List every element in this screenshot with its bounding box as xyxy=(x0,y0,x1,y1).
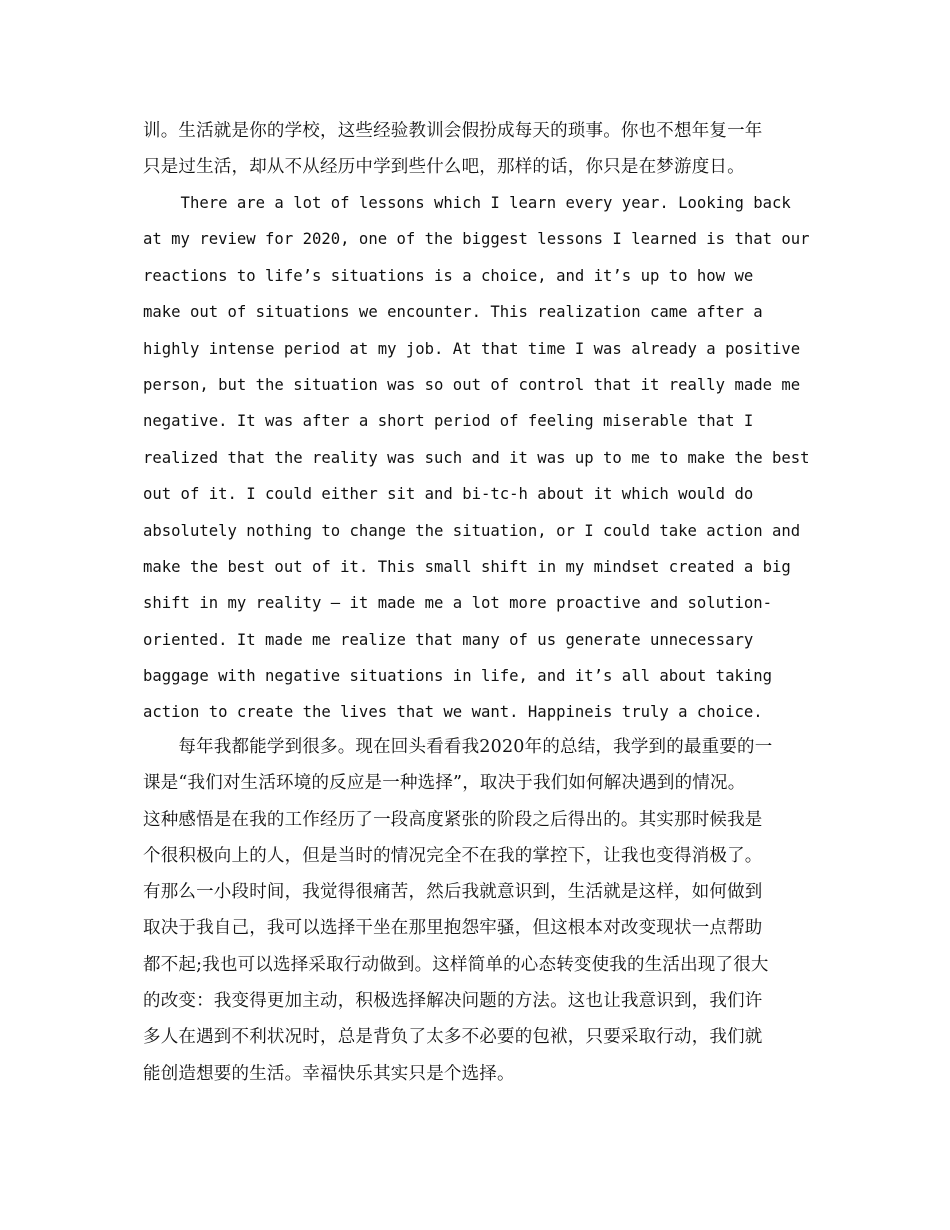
text-line: 有那么一小段时间，我觉得很痛苦，然后我就意识到，生活就是这样，如何做到 xyxy=(143,882,763,903)
text-line: 取决于我自己，我可以选择干坐在那里抱怨牢骚，但这根本对改变现状一点帮助 xyxy=(143,918,763,939)
text-line: 多人在遇到不利状况时，总是背负了太多不必要的包袱，只要采取行动，我们就 xyxy=(143,1027,763,1048)
text-line: out of it. I could either sit and bi-tc-h about it which would do xyxy=(143,485,754,504)
text-line: 都不起;我也可以选择采取行动做到。这样简单的心态转变使我的生活出现了很大 xyxy=(143,954,769,975)
text-line: highly intense period at my job. At that time I was already a positive xyxy=(143,339,801,358)
chinese-paragraph xyxy=(143,729,808,1092)
text-line: person, but the situation was so out of control that it really made me xyxy=(143,375,801,394)
text-line: action to create the lives that we want. Happineis truly a choice. xyxy=(143,703,763,722)
english-paragraph xyxy=(143,185,808,731)
text-line: 每年我都能学到很多。现在回头看看我2020年的总结，我学到的最重要的一 xyxy=(143,737,773,757)
text-line: 这种感悟是在我的工作经历了一段高度紧张的阶段之后得出的。其实那时候我是 xyxy=(143,809,763,830)
text-line: shift in my reality – it made me a lot more proactive and solution- xyxy=(143,594,773,613)
text-line: realized that the reality was such and it was up to me to make the best xyxy=(143,448,810,467)
text-line: 训。生活就是你的学校，这些经验教训会假扮成每天的琐事。你也不想年复一年 xyxy=(143,121,763,141)
text-line: There are a lot of lessons which I learn every year. Looking back xyxy=(143,194,791,212)
text-line: 能创造想要的生活。幸福快乐其实只是个选择。 xyxy=(143,1063,515,1084)
text-line: make the best out of it. This small shift in my mindset created a big xyxy=(143,557,791,576)
text-line: 只是过生活，却从不从经历中学到些什么吧，那样的话，你只是在梦游度日。 xyxy=(143,157,745,178)
text-line: make out of situations we encounter. This realization came after a xyxy=(143,303,763,322)
text-line: negative. It was after a short period of feeling miserable that I xyxy=(143,412,754,431)
text-line: 个很积极向上的人，但是当时的情况完全不在我的掌控下，让我也变得消极了。 xyxy=(143,845,763,866)
text-line: 的改变：我变得更加主动，积极选择解决问题的方法。这也让我意识到，我们许 xyxy=(143,991,763,1012)
text-line: baggage with negative situations in life, and it’s all about taking xyxy=(143,667,773,686)
text-line: reactions to life’s situations is a choice, and it’s up to how we xyxy=(143,266,754,285)
intro-chinese-paragraph xyxy=(143,113,808,186)
text-line: at my review for 2020, one of the biggest lessons I learned is that our xyxy=(143,230,810,249)
text-line: absolutely nothing to change the situation, or I could take action and xyxy=(143,521,801,540)
text-line: 课是“我们对生活环境的反应是一种选择”，取决于我们如何解决遇到的情况。 xyxy=(143,773,746,794)
text-line: oriented. It made me realize that many of us generate unnecessary xyxy=(143,630,754,649)
